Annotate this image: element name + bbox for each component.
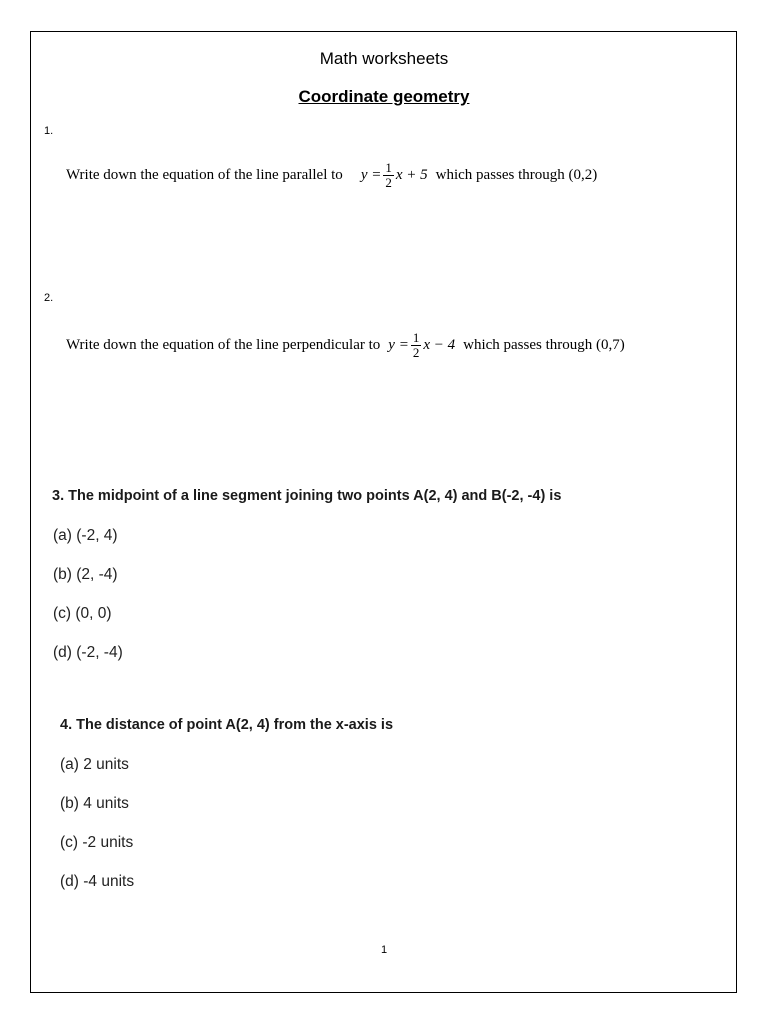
question-1-text xyxy=(66,161,597,190)
question-2-text xyxy=(66,331,625,360)
question-2-fraction-numerator: 1 xyxy=(412,330,420,345)
page-subtitle: Coordinate geometry xyxy=(298,87,470,106)
question-2-fraction-denominator: 2 xyxy=(412,345,420,360)
question-2-equation-rhs: x − 4 xyxy=(423,337,456,353)
question-3-option-d: (d) (-2, -4) xyxy=(53,644,123,661)
question-1-number: 1. xyxy=(44,125,54,137)
page-number: 1 xyxy=(380,944,388,956)
question-4-option-b: (b) 4 units xyxy=(60,795,129,812)
question-3-option-b: (b) (2, -4) xyxy=(53,566,118,583)
question-1-fraction xyxy=(383,161,394,190)
question-1-equation-lhs: y = xyxy=(360,167,382,183)
question-1-fraction-numerator: 1 xyxy=(385,160,392,175)
question-3-stem: 3. The midpoint of a line segment joining two points A(2, 4) and B(-2, -4) is xyxy=(52,488,562,504)
question-2-fraction xyxy=(411,331,422,360)
question-2-number: 2. xyxy=(44,292,54,304)
question-2-equation-lhs: y = xyxy=(388,337,409,353)
question-1-text-before: Write down the equation of the line parallel to xyxy=(66,167,343,183)
question-1-fraction-denominator: 2 xyxy=(385,175,392,190)
question-3-option-c: (c) (0, 0) xyxy=(53,605,112,622)
question-4-option-d: (d) -4 units xyxy=(60,873,135,890)
question-4-option-a: (a) 2 units xyxy=(60,756,129,773)
question-4-option-c: (c) -2 units xyxy=(60,834,134,851)
question-3-option-a: (a) (-2, 4) xyxy=(53,527,118,544)
question-2-text-before: Write down the equation of the line perpendicular to xyxy=(66,337,381,353)
question-1-text-after: which passes through (0,2) xyxy=(435,167,598,183)
question-1-equation-rhs: x + 5 xyxy=(395,167,428,183)
question-2-text-after: which passes through (0,7) xyxy=(463,337,625,353)
page-title: Math worksheets xyxy=(319,49,449,68)
question-4-stem: 4. The distance of point A(2, 4) from the x-axis is xyxy=(60,717,394,733)
